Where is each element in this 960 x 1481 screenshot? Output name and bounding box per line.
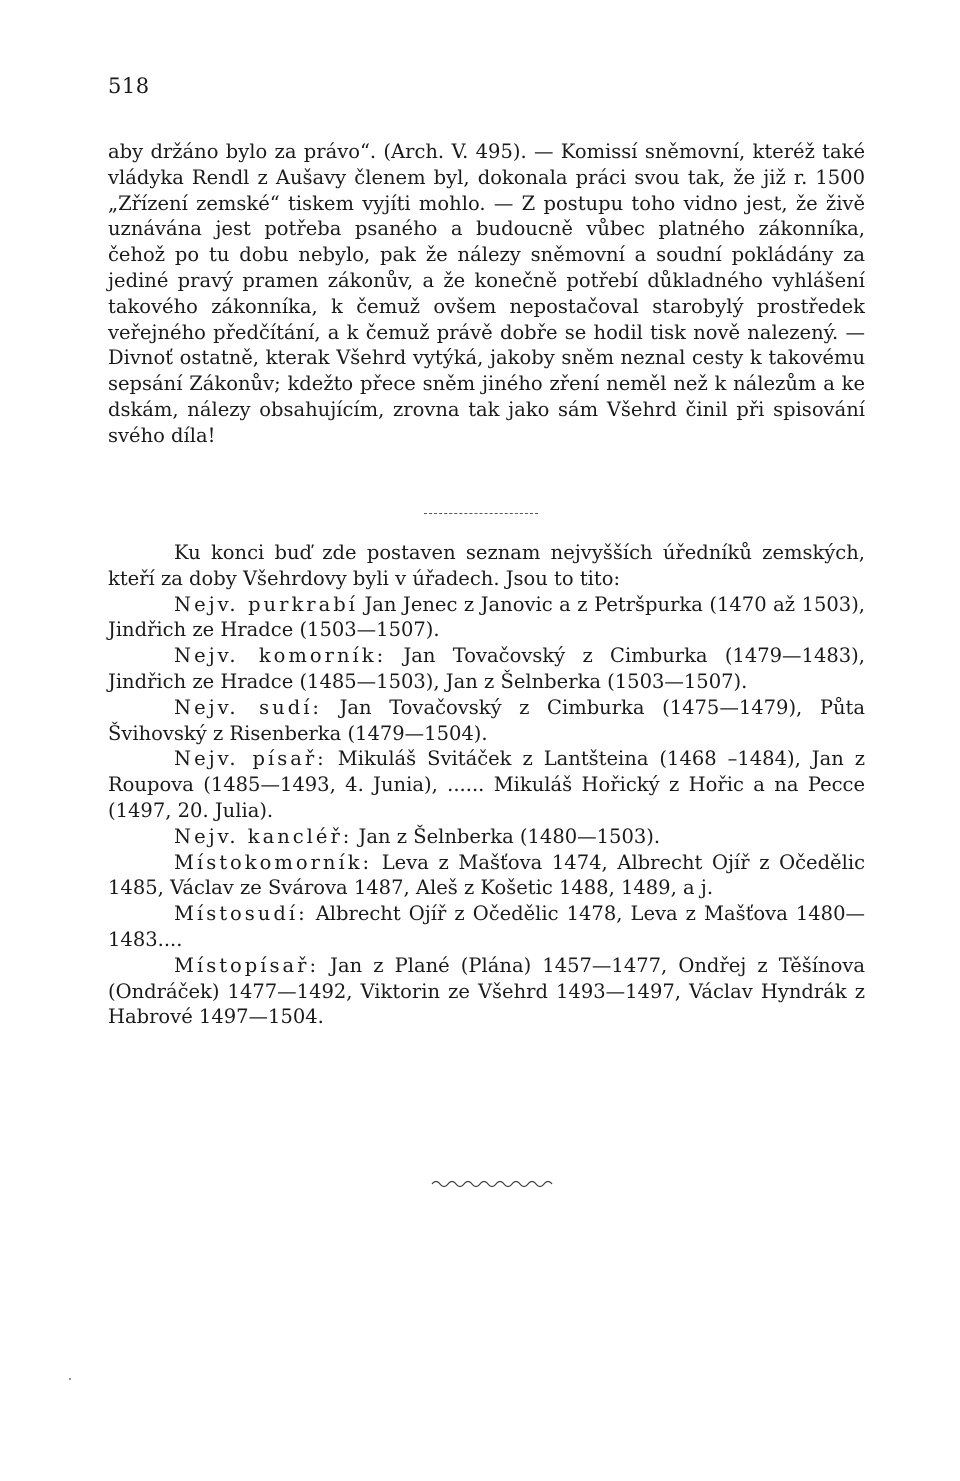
office-holders: Albrecht Ojíř z Očedělic 1478, Leva z Mašťova 1480—1483.... (108, 902, 865, 951)
office-holders: Leva z Mašťova 1474, Albrecht Ojíř z Očedělic 1485, Václav ze Svárova 1487, Aleš z Košetic 1488, 1489, a j. (108, 850, 865, 900)
opening-paragraph-text: aby držáno bylo za právo“. (Arch. V. 495). — Komissí sněmovní, kteréž také vládyka Rendl z Aušavy členem byl, dokonala práci svou tak, že již r. 1500 „Zřízení zemské“ tiskem vyjíti mohlo. — Z postupu toho vidno jest, že živě uznávána jest potřeba psaného a budoucně vůbec platného zákonníka, čehož po tu dobu nebylo, pak že nálezy sněmovní a soudní pokládány za jediné pravý pramen zákonův, a že konečně potřebí důkladného vyhlášení takového zákonníka, k čemuž ovšem nepostačoval starobylý prostředek veřejného předčítání, a k čemuž právě dobře se hodil tisk nově nalezený. — Divnoť ostatně, kterak Všehrd vytýká, jakoby sněm neznal cesty k takovému sepsání Zákonův; kdežto přece sněm jiného zření neměl než k nálezům a ke dskám, nálezy obsahujícím, zrovna tak jako sám Všehrd činil při spisování svého díla! (108, 140, 865, 447)
list-item (108, 850, 865, 902)
office-holders: Jan z Šelnberka (1480—1503). (358, 824, 661, 848)
officials-list (108, 540, 865, 1030)
office-title: Místopísař: (174, 953, 320, 977)
office-holders: Jan Tovačovský z Cimburka (1479—1483), Jindřich ze Hradce (1485—1503), Jan z Šelnberka (1503—1507). (108, 644, 865, 693)
office-title: Nejv. kancléř: (174, 824, 353, 848)
list-intro: Ku konci buď zde postaven seznam nejvyšších úředníků zemských, kteří za doby Všehrdovy byli v úřadech. Jsou to tito: (108, 541, 865, 590)
office-holders: Jan Jenec z Janovic a z Petršpurka (1470 až 1503), Jindřich ze Hradce (1503—1507). (108, 592, 865, 642)
list-item (108, 592, 865, 644)
list-item (108, 746, 865, 823)
office-holders: Mikuláš Svitáček z Lantšteina (1468 –1484), Jan z Roupova (1485—1493, 4. Junia), ...... Mikuláš Hořický z Hořic a na Pecce (1497, 20. Julia). (108, 747, 865, 822)
office-holders: Jan Tovačovský z Cimburka (1475—1479), Půta Švihovský z Risenberka (1479—1504). (108, 695, 865, 745)
office-title: Místosudí: (174, 902, 308, 926)
office-holders: Jan z Plané (Plána) 1457—1477, Ondřej z Těšínova (Ondráček) 1477—1492, Viktorin ze Všehrd 1493—1497, Václav Hyndrák z Habrové 1497—1504. (108, 953, 865, 1029)
page-number: 518 (108, 74, 150, 98)
office-title: Nejv. purkrabí (174, 592, 358, 616)
section-separator (424, 513, 538, 516)
list-item (108, 695, 865, 747)
list-item (108, 953, 865, 1030)
office-title: Místokomorník: (174, 850, 373, 874)
office-title: Nejv. sudí: (174, 695, 322, 719)
list-item (108, 824, 865, 850)
list-item (108, 643, 865, 695)
end-ornament (430, 1178, 558, 1188)
office-title: Nejv. komorník: (174, 644, 387, 668)
print-speck (69, 1378, 71, 1380)
opening-paragraph (108, 139, 865, 449)
list-item (108, 901, 865, 953)
office-title: Nejv. písař: (174, 747, 327, 771)
